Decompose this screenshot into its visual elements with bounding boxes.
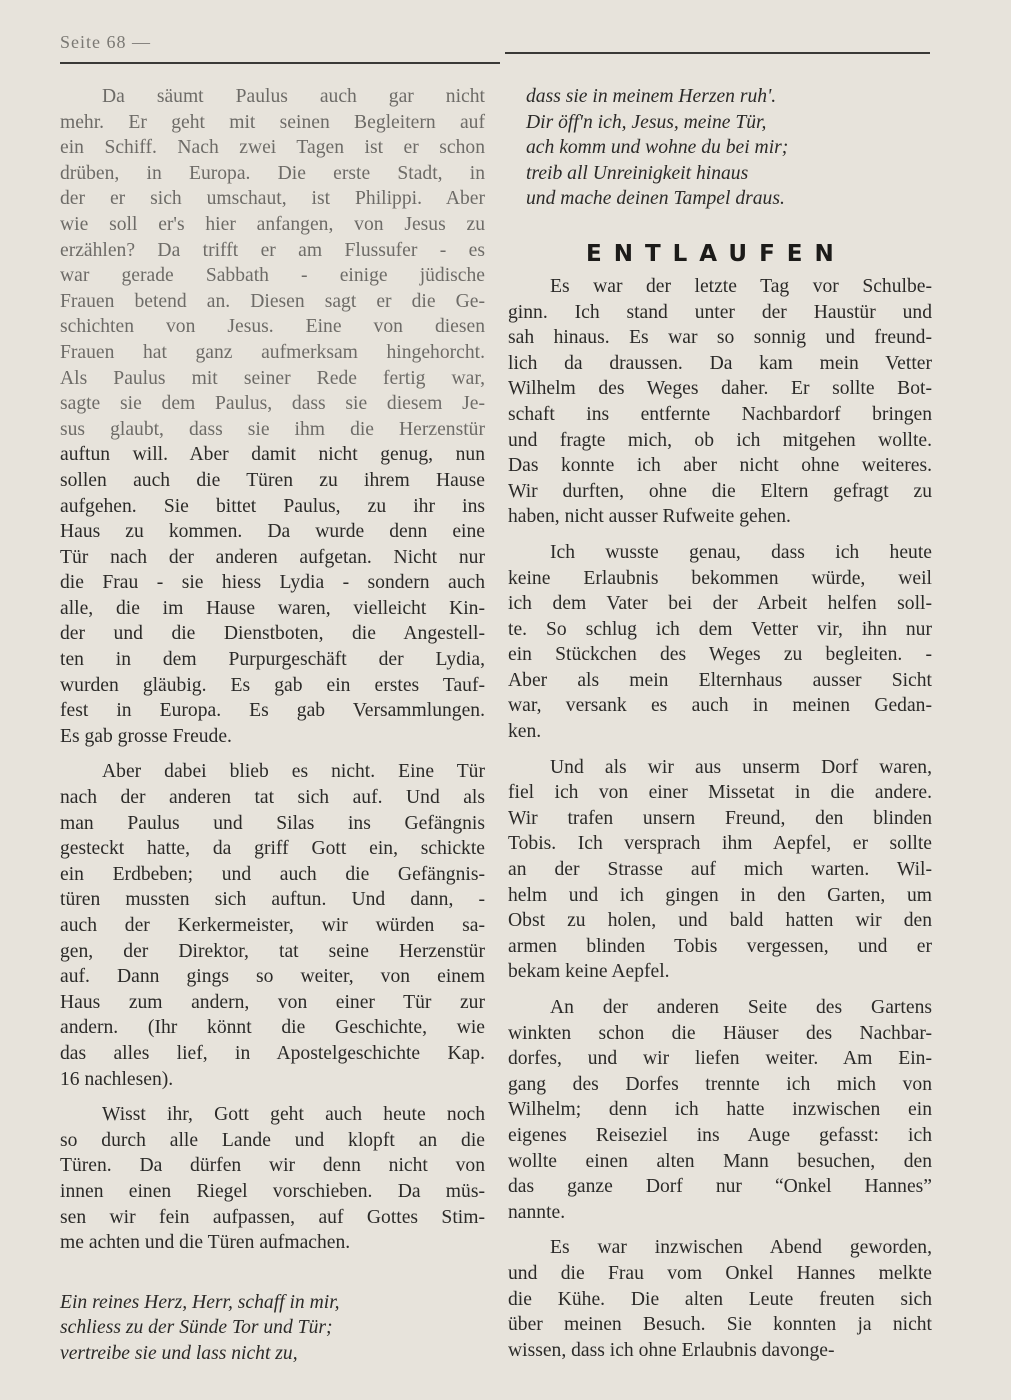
paragraph-line: dorfes, und wir liefen weiter. Am Ein-	[508, 1048, 932, 1070]
paragraph	[508, 995, 932, 1225]
paragraph-line: Das konnte ich aber nicht ohne weiteres.	[508, 455, 932, 477]
paragraph-line: keine Erlaubnis bekommen würde, weil	[508, 567, 932, 589]
paragraph-line: 16 nachlesen).	[60, 1068, 174, 1090]
paragraph-line: Tür nach der anderen aufgetan. Nicht nur	[60, 546, 485, 568]
paragraph-line: sen wir fein aufpassen, auf Gottes Stim-	[60, 1206, 485, 1228]
paragraph-line: ein Erdbeben; und auch die Gefängnis-	[60, 863, 485, 885]
paragraph-line: fest in Europa. Es gab Versammlungen.	[60, 700, 485, 722]
spacer	[508, 212, 932, 234]
paragraph-line: Wilhelm des Weges daher. Er sollte Bot-	[508, 378, 932, 400]
paragraph-line: über meinen Besuch. Sie konnten ja nicht	[508, 1314, 932, 1336]
paragraph-line: Haus zum andern, von einer Tür zur	[60, 991, 485, 1013]
left-column	[60, 84, 485, 1367]
paragraph-line: wollte einen alten Mann besuchen, den	[508, 1150, 932, 1172]
paragraph-line: Wilhelm; denn ich hatte inzwischen ein	[508, 1099, 932, 1121]
paragraph-line: auf. Dann gings so weiter, von einem	[60, 966, 485, 988]
paragraph-line: wissen, dass ich ohne Erlaubnis davonge-	[508, 1339, 835, 1361]
paragraph-line: ginn. Ich stand unter der Haustür und	[508, 301, 932, 323]
paragraph-line: me achten und die Türen aufmachen.	[60, 1232, 351, 1254]
paragraph-line: so durch alle Lande und klopft an die	[60, 1129, 485, 1151]
spacer	[508, 1225, 932, 1235]
paragraph-line: te. So schlug ich dem Vetter vir, ihn nur	[508, 618, 932, 640]
paragraph-line: ken.	[508, 721, 542, 743]
paragraph-line: gen, der Direktor, tat seine Herzenstür	[60, 940, 485, 962]
paragraph-line: Frauen hat ganz aufmerksam hingehorcht.	[60, 341, 485, 363]
spacer	[508, 985, 932, 995]
verse-line: treib all Unreinigkeit hinaus	[526, 162, 749, 184]
paragraph-line: Wisst ihr, Gott geht auch heute noch	[102, 1104, 485, 1126]
verse-line: und mache deinen Tampel draus.	[526, 188, 785, 210]
paragraph-line: Ich wusste genau, dass ich heute	[550, 541, 932, 563]
spacer	[60, 1092, 485, 1102]
verse-line: vertreibe sie und lass nicht zu,	[60, 1342, 298, 1364]
verse-line: Ein reines Herz, Herr, schaff in mir,	[60, 1291, 340, 1313]
right-column	[508, 84, 932, 1363]
paragraph-line: gang des Dorfes trennte ich mich von	[508, 1073, 932, 1095]
paragraph-line: Es war inzwischen Abend geworden,	[550, 1237, 932, 1259]
paragraph-line: nannte.	[508, 1201, 566, 1223]
verse-line: dass sie in meinem Herzen ruh'.	[526, 86, 777, 107]
header-rule-right	[505, 52, 930, 54]
paragraph-line: war, versank es auch in meinen Gedan-	[508, 695, 932, 717]
paragraph-line: Es gab grosse Freude.	[60, 725, 232, 747]
spacer	[508, 530, 932, 540]
paragraph-line: ein Schiff. Nach zwei Tagen ist er schon	[60, 137, 485, 159]
paragraph-line: Tobis. Ich versprach ihm Aepfel, er sollte	[508, 833, 932, 855]
paragraph-line: haben, nicht ausser Rufweite gehen.	[508, 506, 791, 528]
paragraph-line: armen blinden Tobis vergessen, und er	[508, 935, 932, 957]
paragraph-line: ein Stückchen des Weges zu begleiten. -	[508, 644, 932, 666]
paragraph-line: man Paulus und Silas ins Gefängnis	[60, 812, 485, 834]
hymn-verse-continued	[508, 84, 932, 212]
paragraph-line: drüben, in Europa. Die erste Stadt, in	[60, 162, 485, 184]
paragraph-line: andern. (Ihr könnt die Geschichte, wie	[60, 1017, 485, 1039]
paragraph-line: Wir trafen unsern Freund, den blinden	[508, 807, 932, 829]
paragraph-line: fiel ich von einer Missetat in die andere.	[508, 782, 932, 804]
page-header: Seite 68 —	[60, 32, 151, 52]
paragraph-line: ten in dem Purpurgeschäft der Lydia,	[60, 649, 485, 671]
spacer	[60, 749, 485, 759]
paragraph-line: mehr. Er geht mit seinen Begleitern auf	[60, 111, 485, 133]
paragraph-line: und fragte mich, ob ich mitgehen wollte.	[508, 429, 932, 451]
paragraph-line: sollen auch die Türen zu ihrem Hause	[60, 469, 485, 491]
paragraph-line: erzählen? Da trifft er am Flussufer - es	[60, 239, 485, 261]
spacer	[508, 745, 932, 755]
paragraph-line: aufgehen. Sie bittet Paulus, zu ihr ins	[60, 495, 485, 517]
verse-line: schliess zu der Sünde Tor und Tür;	[60, 1317, 333, 1339]
spacer	[60, 1256, 485, 1290]
paragraph-line: wie soll er's hier anfangen, von Jesus zu	[60, 213, 485, 235]
paragraph-line: innen einen Riegel vorschieben. Da müs-	[60, 1180, 485, 1202]
paragraph-line: Aber dabei blieb es nicht. Eine Tür	[102, 761, 485, 783]
paragraph-line: Es war der letzte Tag vor Schulbe-	[550, 275, 932, 297]
paragraph-line: auch der Kerkermeister, wir würden sa-	[60, 915, 485, 936]
paragraph-line: An der anderen Seite des Gartens	[550, 997, 932, 1018]
paragraph	[508, 1235, 932, 1363]
paragraph	[508, 755, 932, 985]
verse-line: ach komm und wohne du bei mir;	[526, 137, 789, 159]
paragraph-line: winkten schon die Häuser des Nachbar-	[508, 1022, 932, 1044]
paragraph-line: nach der anderen tat sich auf. Und als	[60, 787, 485, 809]
paragraph-line: schichten von Jesus. Eine von diesen	[60, 316, 485, 338]
header-rule-left	[60, 62, 500, 64]
paragraph-line: eigenes Reiseziel ins Auge gefasst: ich	[508, 1124, 932, 1146]
paragraph-line: alle, die im Hause waren, vielleicht Kin-	[60, 597, 485, 619]
story-title: ENTLAUFEN	[586, 240, 846, 267]
paragraph-line: an der Strasse auf mich warten. Wil-	[508, 859, 932, 881]
paragraph-line: bekam keine Aepfel.	[508, 961, 670, 983]
paragraph-line: schaft ins entfernte Nachbardorf bringen	[508, 403, 932, 425]
paragraph-line: und die Frau vom Onkel Hannes melkte	[508, 1262, 932, 1284]
paragraph-line: der und die Dienstboten, die Angestell-	[60, 623, 485, 645]
paragraph-line: der er sich umschaut, ist Philippi. Aber	[60, 188, 485, 210]
paragraph-line: Haus zu kommen. Da wurde denn eine	[60, 521, 485, 543]
paragraph-line: Aber als mein Elternhaus ausser Sicht	[508, 669, 932, 691]
paragraph-line: sus glaubt, dass sie ihm die Herzenstür	[60, 418, 485, 440]
paragraph	[508, 540, 932, 745]
paragraph-line: Türen. Da dürfen wir denn nicht von	[60, 1155, 485, 1177]
paragraph-line: türen mussten sich auftun. Und dann, -	[60, 889, 485, 911]
paragraph	[60, 1102, 485, 1256]
paragraph-line: Und als wir aus unserm Dorf waren,	[550, 756, 932, 778]
paragraph	[60, 759, 485, 1092]
verse-line: Dir öff'n ich, Jesus, meine Tür,	[526, 111, 767, 133]
paragraph-line: gesteckt hatte, da griff Gott ein, schickte	[60, 838, 485, 860]
paragraph-line: helm und ich gingen in den Garten, um	[508, 884, 932, 906]
paragraph-line: die Kühe. Die alten Leute freuten sich	[508, 1288, 932, 1310]
paragraph-line: wurden gläubig. Es gab ein erstes Tauf-	[60, 674, 485, 696]
paragraph-line: auftun will. Aber damit nicht genug, nun	[60, 444, 485, 466]
paragraph-line: sagte sie dem Paulus, dass sie diesem Je-	[60, 393, 485, 415]
paragraph-line: ich dem Vater bei der Arbeit helfen soll-	[508, 593, 932, 615]
hymn-verse	[60, 1290, 485, 1367]
paragraph-line: Frauen betend an. Diesen sagt er die Ge-	[60, 290, 485, 312]
paragraph-line: lich da draussen. Da kam mein Vetter	[508, 352, 932, 374]
paragraph-line: die Frau - sie hiess Lydia - sondern auch	[60, 572, 485, 594]
paragraph-line: Wir durften, ohne die Eltern gefragt zu	[508, 480, 932, 502]
paragraph-line: das alles lief, in Apostelgeschichte Kap.	[60, 1042, 485, 1064]
paragraph-line: sah hinaus. Es war so sonnig und freund-	[508, 327, 932, 349]
paragraph-line: das ganze Dorf nur “Onkel Hannes”	[508, 1176, 932, 1198]
paragraph-line: war gerade Sabbath - einige jüdische	[60, 265, 485, 287]
paragraph-line: Obst zu holen, und bald hatten wir den	[508, 910, 932, 932]
paragraph	[60, 84, 485, 749]
paragraph-line: Da säumt Paulus auch gar nicht	[102, 86, 485, 107]
paragraph	[508, 274, 932, 530]
paragraph-line: Als Paulus mit seiner Rede fertig war,	[60, 367, 485, 389]
